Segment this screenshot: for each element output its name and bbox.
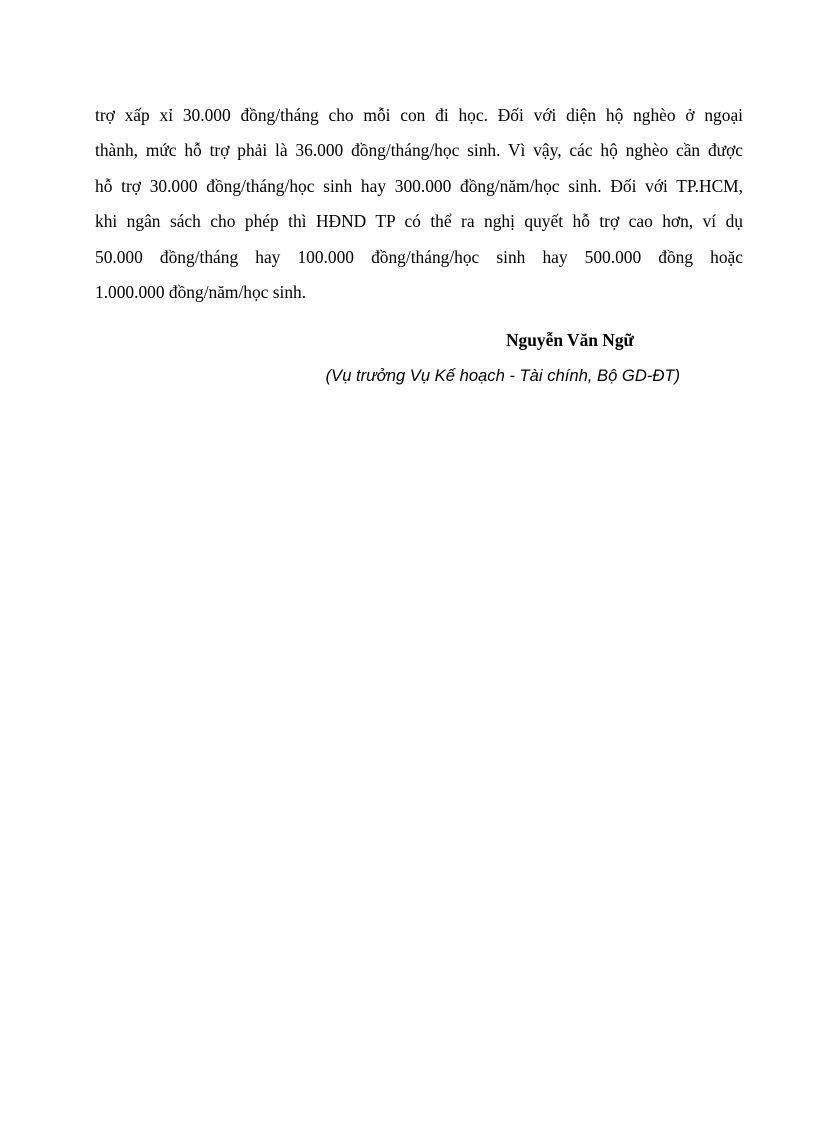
author-name: Nguyễn Văn Ngữ bbox=[505, 330, 634, 350]
paragraph-line: khi ngân sách cho phép thì HĐND TP có thể ra nghị quyết hỗ trợ cao hơn, ví dụ bbox=[95, 211, 743, 232]
paragraph-line: 50.000 đồng/tháng hay 100.000 đồng/tháng/học sinh hay 500.000 đồng hoặc bbox=[95, 246, 743, 267]
paragraph-line: hỗ trợ 30.000 đồng/tháng/học sinh hay 300.000 đồng/năm/học sinh. Đối với TP.HCM, bbox=[95, 175, 743, 196]
paragraph-line: trợ xấp xỉ 30.000 đồng/tháng cho mỗi con đi học. Đối với diện hộ nghèo ở ngoại bbox=[95, 105, 743, 125]
body-paragraph bbox=[95, 98, 743, 310]
paragraph-line: thành, mức hỗ trợ phải là 36.000 đồng/tháng/học sinh. Vì vậy, các hộ nghèo cần được bbox=[95, 140, 743, 161]
author-title: (Vụ trưởng Vụ Kế hoạch - Tài chính, Bộ GD-ĐT) bbox=[325, 366, 680, 385]
paragraph-line: 1.000.000 đồng/năm/học sinh. bbox=[95, 282, 307, 303]
